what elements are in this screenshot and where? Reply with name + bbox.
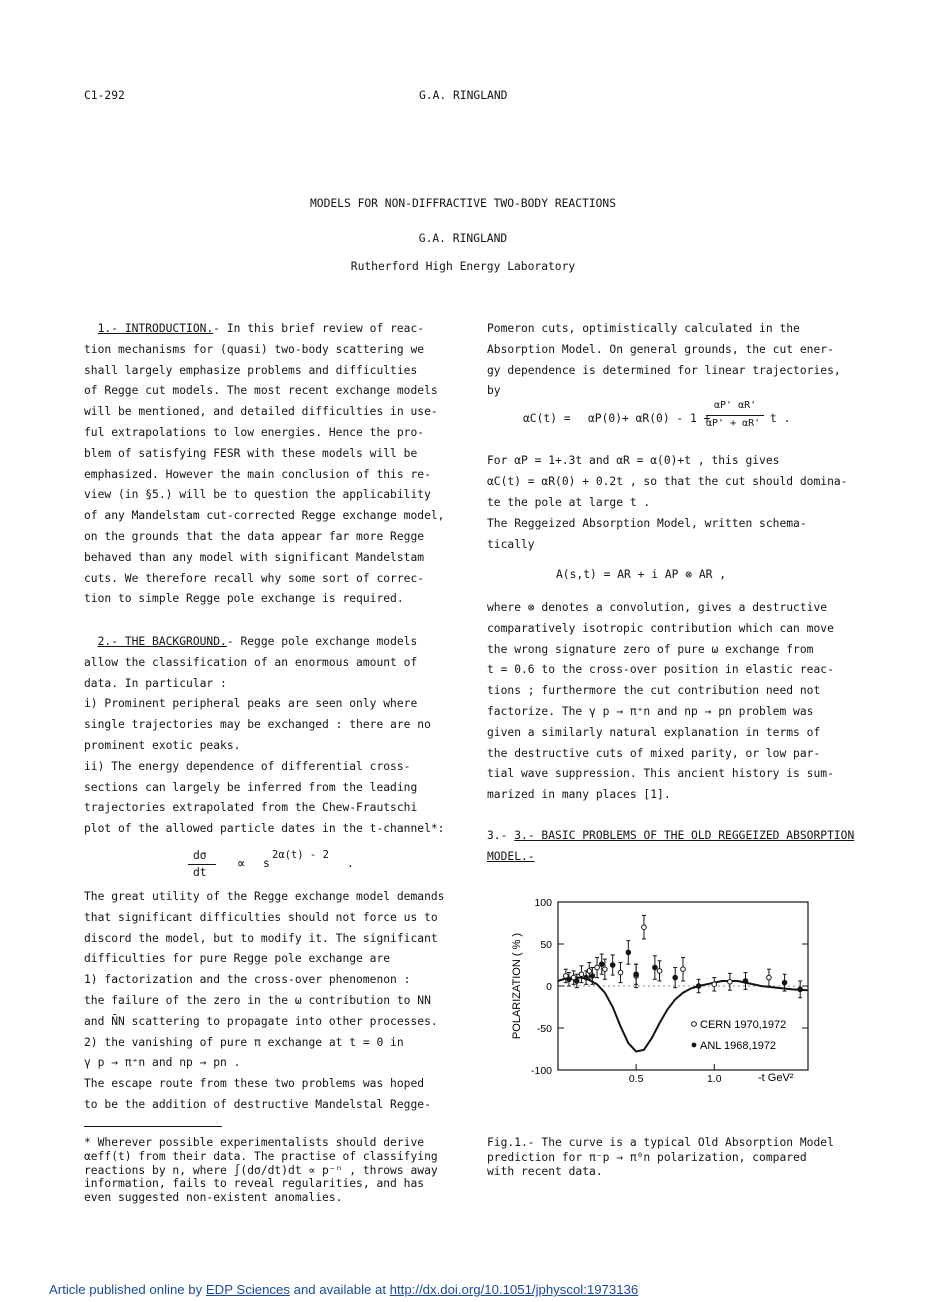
- bg-line: data. In particular :: [84, 676, 227, 690]
- text-line: and N̄N scattering to propagate into other processes.: [84, 1014, 438, 1028]
- figure-1-polarization-plot: [508, 892, 820, 1092]
- eq1-denominator: dt: [193, 866, 207, 879]
- right-para4: [487, 598, 834, 806]
- data-point-anl: [743, 979, 748, 984]
- eq2-fraction-bar: [706, 415, 764, 416]
- paper-affiliation: Rutherford High Energy Laboratory: [350, 260, 576, 273]
- text-line: factorize. The γ p → π⁺n and np → pn problem was: [487, 704, 814, 718]
- section3-heading: 3.- 3.- BASIC PROBLEMS OF THE OLD REGGEIZED ABSORPTION: [487, 829, 855, 842]
- text-line: tically: [487, 537, 535, 551]
- right-para3: [487, 514, 807, 556]
- intro-line: emphasized. However the main conclusion of this re-: [84, 467, 431, 481]
- text-line: The great utility of the Regge exchange model demands: [84, 890, 445, 903]
- page-id: C1-292: [84, 89, 125, 102]
- text-line: tions ; furthermore the cut contribution need not: [487, 684, 821, 698]
- footnote-line: reactions by n, where ∫(dσ/dt)dt ∝ p⁻ⁿ , throws away: [84, 1163, 438, 1177]
- bg-line: plot of the allowed particle dates in the t-channel*:: [84, 822, 445, 836]
- data-point-cern: [618, 970, 623, 975]
- text-line: comparatively isotropic contribution which can move: [487, 621, 834, 635]
- text-line: Absorption Model. On general grounds, the cut ener-: [487, 342, 834, 356]
- intro-line: view (in §5.) will be to question the applicability: [84, 488, 431, 502]
- data-point-cern: [579, 972, 584, 977]
- data-point-anl: [584, 975, 589, 980]
- text-line: difficulties for pure Regge pole exchange are: [84, 952, 391, 966]
- data-point-anl: [696, 984, 701, 989]
- left-background-section: [84, 632, 444, 840]
- text-line: The escape route from these two problems was hoped: [84, 1077, 425, 1091]
- data-point-anl: [626, 950, 631, 955]
- eq1-proportional: ∝: [237, 856, 246, 872]
- footnote-line: information, fails to reveal regularities, and has: [84, 1177, 425, 1191]
- intro-line: behaved than any model with significant Mandelstam: [84, 550, 425, 564]
- eq1-numerator: dσ: [193, 849, 207, 862]
- footnote-line: even suggested non-existent anomalies.: [84, 1191, 343, 1205]
- text-line: that significant difficulties should not force us to: [84, 910, 438, 924]
- data-point-anl: [782, 980, 787, 985]
- text-line: 2) the vanishing of pure π exchange at t = 0 in: [84, 1035, 404, 1049]
- eq1-period: .: [347, 857, 354, 870]
- data-point-cern: [712, 982, 717, 987]
- data-point-anl: [673, 975, 678, 980]
- bg-line: i) Prominent peripheral peaks are seen only where: [84, 697, 418, 711]
- legend-marker-anl: [692, 1043, 697, 1048]
- eq2-frac-num: αP' αR': [714, 400, 757, 411]
- data-point-anl: [567, 977, 572, 982]
- running-author: G.A. RINGLAND: [419, 89, 508, 102]
- intro-line: of any Mandelstam cut-corrected Regge exchange model,: [84, 509, 445, 523]
- intro-line: tion mechanisms for (quasi) two-body scattering we: [84, 342, 425, 356]
- intro-line: shall largely emphasize problems and difficulties: [84, 363, 418, 377]
- x-axis: [629, 1064, 722, 1085]
- intro-line: 1.- INTRODUCTION.- In this brief review of reac-: [97, 322, 425, 335]
- text-line: the failure of the zero in the ω contribution to NN: [84, 993, 431, 1007]
- left-intro-section: [84, 319, 444, 610]
- text-line: where ⊗ denotes a convolution, gives a destructive: [487, 601, 828, 614]
- text-line: the wrong signature zero of pure ω exchange from: [487, 642, 814, 656]
- intro-line: on the grounds that the data appear far more Regge: [84, 529, 425, 543]
- text-line: by: [487, 384, 501, 398]
- intro-line: of Regge cut models. The most recent exchange models: [84, 384, 438, 398]
- intro-line: cuts. We therefore recall why some sort of correc-: [84, 571, 425, 585]
- x-axis-label: -t GeV²: [758, 1072, 794, 1084]
- data-point-cern: [657, 969, 662, 974]
- data-point-cern: [603, 967, 608, 972]
- data-point-cern: [728, 980, 733, 985]
- data-point-cern: [595, 965, 600, 970]
- bg-line: 2.- THE BACKGROUND.- Regge pole exchange models: [97, 635, 418, 648]
- paper-title: MODELS FOR NON-DIFFRACTIVE TWO-BODY REACTIONS: [309, 197, 617, 210]
- eq1-fraction-bar: [188, 864, 216, 865]
- eq1-exponent: 2α(t) - 2: [272, 849, 329, 861]
- text-line: the destructive cuts of mixed parity, or low par-: [487, 746, 821, 760]
- figure-1-caption: [487, 1136, 834, 1180]
- text-line: For αP = 1+.3t and αR = α(0)+t , this gives: [487, 454, 780, 467]
- eq2-frac-den: αP' + αR': [706, 418, 761, 429]
- data-point-anl: [590, 974, 595, 979]
- y-axis-label: POLARIZATION ( % ): [511, 932, 523, 1040]
- intro-line: ful extrapolations to low energies. Hence the pro-: [84, 425, 425, 439]
- data-point-cern: [767, 975, 772, 980]
- footnote: [84, 1136, 438, 1205]
- text-line: tial wave suppression. This ancient history is sum-: [487, 767, 834, 781]
- section3-heading-cont: MODEL.-: [487, 849, 535, 863]
- text-line: The Reggeized Absorption Model, written schema-: [487, 517, 807, 530]
- right-top-section: [487, 319, 841, 402]
- data-point-anl: [653, 965, 658, 970]
- intro-line: will be mentioned, and detailed difficulties in use-: [84, 405, 438, 419]
- data-point-anl: [610, 963, 615, 968]
- bg-line: sections can largely be inferred from the leading: [84, 780, 418, 794]
- text-line: to be the addition of destructive Mandelstal Regge-: [84, 1097, 431, 1111]
- text-line: gy dependence is determined for linear trajectories,: [487, 363, 841, 377]
- data-point-anl: [599, 962, 604, 967]
- left-after-eq-section: [84, 887, 444, 1116]
- legend-cern: CERN 1970,1972: [700, 1019, 787, 1031]
- y-tick-label: -50: [536, 1023, 552, 1035]
- text-line: discord the model, but to modify it. The significant: [84, 931, 438, 945]
- eq1-rhs: s: [263, 857, 270, 870]
- y-tick-label: -100: [530, 1065, 552, 1077]
- eq2-tail: t .: [770, 412, 791, 425]
- text-line: γ p → π⁺n and np → pn .: [84, 1056, 241, 1070]
- intro-line: tion to simple Regge pole exchange is required.: [84, 592, 404, 606]
- eq2-mid: αP(0)+ αR(0) - 1 +: [588, 412, 711, 425]
- y-tick-label: 0: [546, 981, 552, 993]
- bg-line: allow the classification of an enormous amount of: [84, 655, 418, 669]
- footnote-rule: [84, 1126, 222, 1127]
- legend-anl: ANL 1968,1972: [700, 1040, 777, 1052]
- background-heading: 2.- THE BACKGROUND.: [97, 635, 227, 648]
- right-para2: [487, 451, 847, 513]
- text-line: 1) factorization and the cross-over phenomenon :: [84, 973, 411, 987]
- x-tick-label: 0.5: [628, 1073, 644, 1085]
- caption-line: with recent data.: [487, 1165, 603, 1179]
- text-line: te the pole at large t .: [487, 495, 651, 509]
- section3-heading-block: [487, 826, 854, 868]
- bg-line: single trajectories may be exchanged : there are no: [84, 718, 431, 732]
- bg-line: trajectories extrapolated from the Chew-Frautschi: [84, 801, 418, 815]
- data-point-cern: [681, 967, 686, 972]
- data-point-anl: [574, 979, 579, 984]
- equation-absorption-model: A(s,t) = AR + i AP ⊗ AR ,: [556, 568, 727, 581]
- footnote-line: αeff(t) from their data. The practise of classifying: [84, 1149, 438, 1163]
- bg-line: ii) The energy dependence of differential cross-: [84, 759, 411, 773]
- data-point-anl: [634, 972, 639, 977]
- text-line: t = 0.6 to the cross-over position in elastic reac-: [487, 663, 834, 677]
- intro-line: blem of satisfying FESR with these models will be: [84, 446, 418, 460]
- bg-line: prominent exotic peaks.: [84, 738, 241, 752]
- text-line: Pomeron cuts, optimistically calculated in the: [487, 322, 800, 335]
- x-tick-label: 1.0: [706, 1073, 722, 1085]
- paper-author: G.A. RINGLAND: [418, 232, 508, 245]
- eq2-lhs: αC(t) =: [523, 412, 571, 425]
- text-line: marized in many places [1].: [487, 788, 671, 802]
- caption-line: prediction for π⁻p → π⁰n polarization, compared: [487, 1150, 807, 1164]
- publisher-link[interactable]: EDP Sciences: [205, 1282, 290, 1297]
- data-point-cern: [642, 925, 647, 930]
- data-point-anl: [798, 987, 803, 992]
- publisher-footer: Article published online by EDP Sciences and available at http://dx.doi.org/10.1051/jphyscol:1973136: [49, 1282, 639, 1297]
- y-tick-label: 50: [540, 939, 552, 951]
- intro-heading: 1.- INTRODUCTION.: [97, 322, 214, 335]
- y-tick-label: 100: [534, 897, 552, 909]
- text-line: given a similarly natural explanation in terms of: [487, 725, 821, 739]
- doi-link[interactable]: http://dx.doi.org/10.1051/jphyscol:1973136: [389, 1282, 639, 1297]
- text-line: αC(t) = αR(0) + 0.2t , so that the cut should domina-: [487, 474, 848, 488]
- caption-line: Fig.1.- The curve is a typical Old Absorption Model: [487, 1136, 834, 1149]
- legend-marker-cern: [692, 1022, 697, 1027]
- footnote-line: * Wherever possible experimentalists should derive: [84, 1136, 425, 1149]
